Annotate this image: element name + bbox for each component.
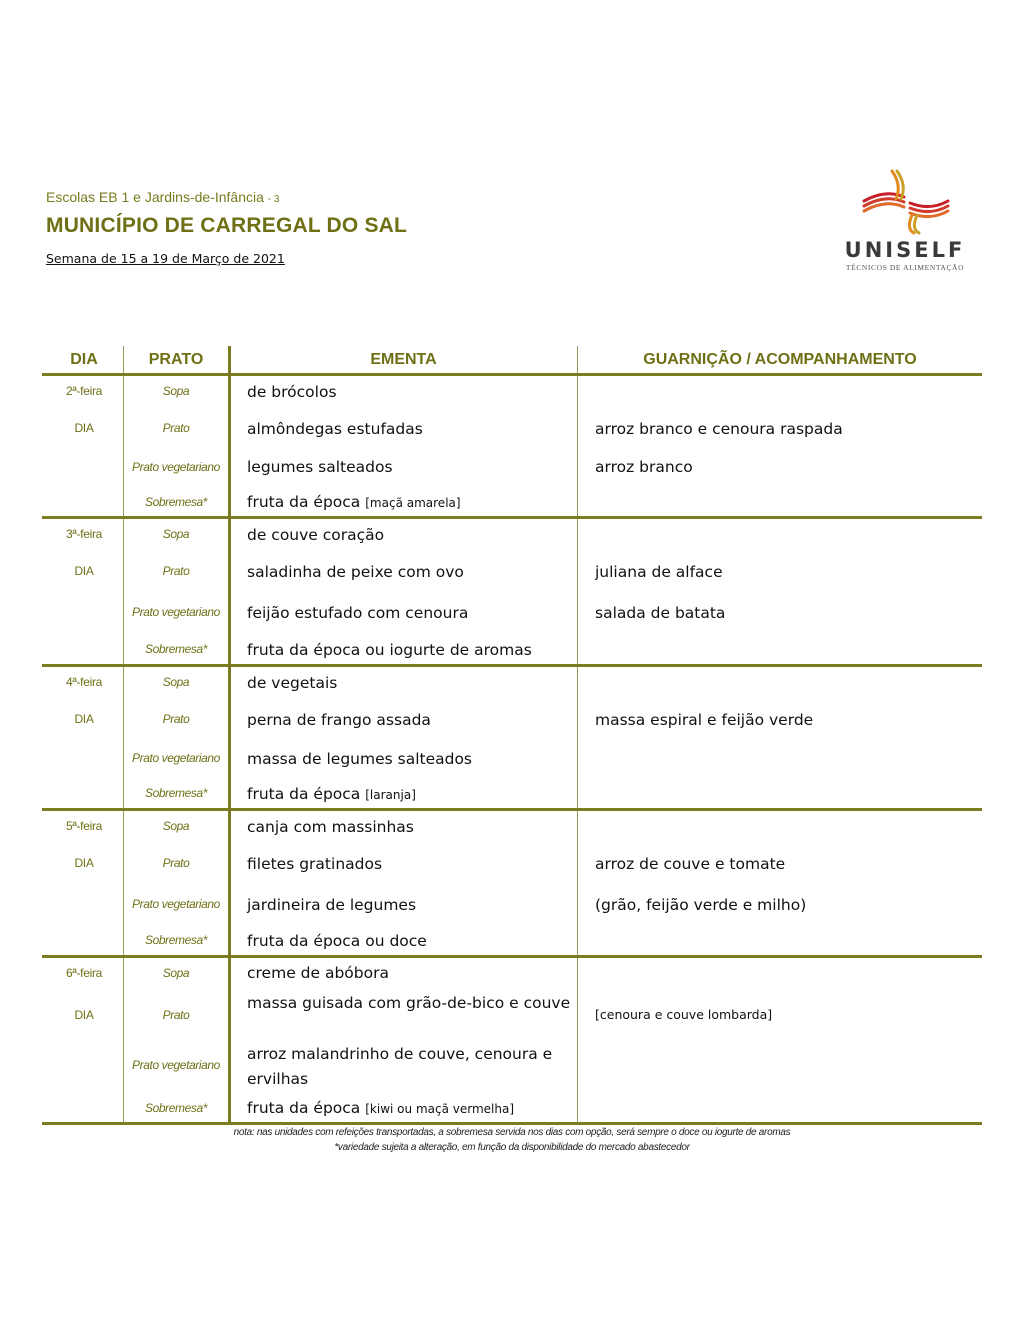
menu-sopa: de couve coração [247,526,385,544]
day-name: 4ª-feira [65,675,103,689]
course-label-sopa: Sopa [162,527,190,541]
day-divider [42,955,982,958]
guarnicao-prato: juliana de alface [595,563,723,581]
course-label-vegetariano: Prato vegetariano [132,605,220,619]
menu-vegetariano: jardineira de legumes [247,896,417,914]
menu-vegetariano: massa de legumes salteados [247,750,473,768]
day-name: 2ª-feira [65,384,103,398]
course-label-prato: Prato [162,712,190,726]
menu-prato: massa guisada com grão-de-bico e couve [247,994,571,1012]
logo-wordmark: UNISELF [844,238,966,262]
menu-vegetariano: legumes salteados [247,458,393,476]
menu-vegetariano: feijão estufado com cenoura [247,604,469,622]
guarnicao-prato: massa espiral e feijão verde [595,711,814,729]
menu-sobremesa: fruta da época [laranja] [247,785,416,803]
guarnicao-vegetariano: (grão, feijão verde e milho) [595,896,807,914]
menu-sopa: canja com massinhas [247,818,414,836]
day-label: DIA [74,712,94,726]
course-label-prato: Prato [162,421,190,435]
week-range: Semana de 15 a 19 de Março de 2021 [46,251,285,266]
course-label-vegetariano: Prato vegetariano [132,897,220,911]
day-label: DIA [74,1008,94,1022]
course-label-sopa: Sopa [162,819,190,833]
day-name: 6ª-feira [65,966,103,980]
course-label-sobremesa: Sobremesa* [144,1101,208,1115]
course-label-sobremesa: Sobremesa* [144,642,208,656]
menu-prato: saladinha de peixe com ovo [247,563,464,581]
menu-sopa: creme de abóbora [247,964,389,982]
day-name: 5ª-feira [65,819,103,833]
course-label-prato: Prato [162,564,190,578]
column-header-ementa: EMENTA [370,351,437,368]
course-label-sobremesa: Sobremesa* [144,495,208,509]
course-label-sopa: Sopa [162,966,190,980]
menu-vegetariano: arroz malandrinho de couve, cenoura e ervilhas [247,1045,553,1088]
menu-prato: filetes gratinados [247,855,383,873]
menu-sopa: de vegetais [247,674,338,692]
course-label-prato: Prato [162,1008,190,1022]
guarnicao-prato: [cenoura e couve lombarda] [595,1007,773,1022]
column-header-prato: PRATO [148,351,204,368]
guarnicao-prato: arroz branco e cenoura raspada [595,420,843,438]
guarnicao-vegetariano: salada de batata [595,604,726,622]
course-label-prato: Prato [162,856,190,870]
menu-sobremesa: fruta da época ou iogurte de aromas [247,641,532,659]
day-divider [42,516,982,519]
footnote-transport: nota: nas unidades com refeições transportadas, a sobremesa servida nos dias com opção, será sempre o doce ou iogurte de aromas [233,1127,791,1138]
day-divider [42,808,982,811]
guarnicao-vegetariano: arroz branco [595,458,693,476]
page-title: MUNICÍPIO DE CARREGAL DO SAL [46,214,408,237]
footnote-variety: *variedade sujeita a alteração, em função da disponibilidade do mercado abastecedor [334,1142,690,1153]
grid-line-vertical [228,346,231,1123]
day-name: 3ª-feira [65,527,103,541]
menu-sobremesa: fruta da época [kiwi ou maçã vermelha] [247,1099,515,1117]
header-divider [42,373,982,376]
course-label-vegetariano: Prato vegetariano [132,460,220,474]
course-label-sopa: Sopa [162,675,190,689]
table-bottom-border [42,1122,982,1125]
menu-prato: almôndegas estufadas [247,420,423,438]
guarnicao-prato: arroz de couve e tomate [595,855,786,873]
course-label-vegetariano: Prato vegetariano [132,751,220,765]
grid-line-vertical [577,346,578,1123]
day-label: DIA [74,421,94,435]
day-label: DIA [74,564,94,578]
course-label-sobremesa: Sobremesa* [144,933,208,947]
day-label: DIA [74,856,94,870]
column-header-dia: DIA [70,351,98,368]
menu-sopa: de brócolos [247,383,337,401]
menu-sobremesa: fruta da época ou doce [247,932,427,950]
school-subtitle: Escolas EB 1 e Jardins-de-Infância - 3 [46,189,280,205]
day-divider [42,664,982,667]
column-header-guarnicao: GUARNIÇÃO / ACOMPANHAMENTO [643,351,917,368]
course-label-vegetariano: Prato vegetariano [132,1058,220,1072]
menu-prato: perna de frango assada [247,711,431,729]
course-label-sobremesa: Sobremesa* [144,786,208,800]
course-label-sopa: Sopa [162,384,190,398]
logo-tagline: TÉCNICOS DE ALIMENTAÇÃO [845,263,965,272]
menu-sobremesa: fruta da época [maçã amarela] [247,493,461,511]
